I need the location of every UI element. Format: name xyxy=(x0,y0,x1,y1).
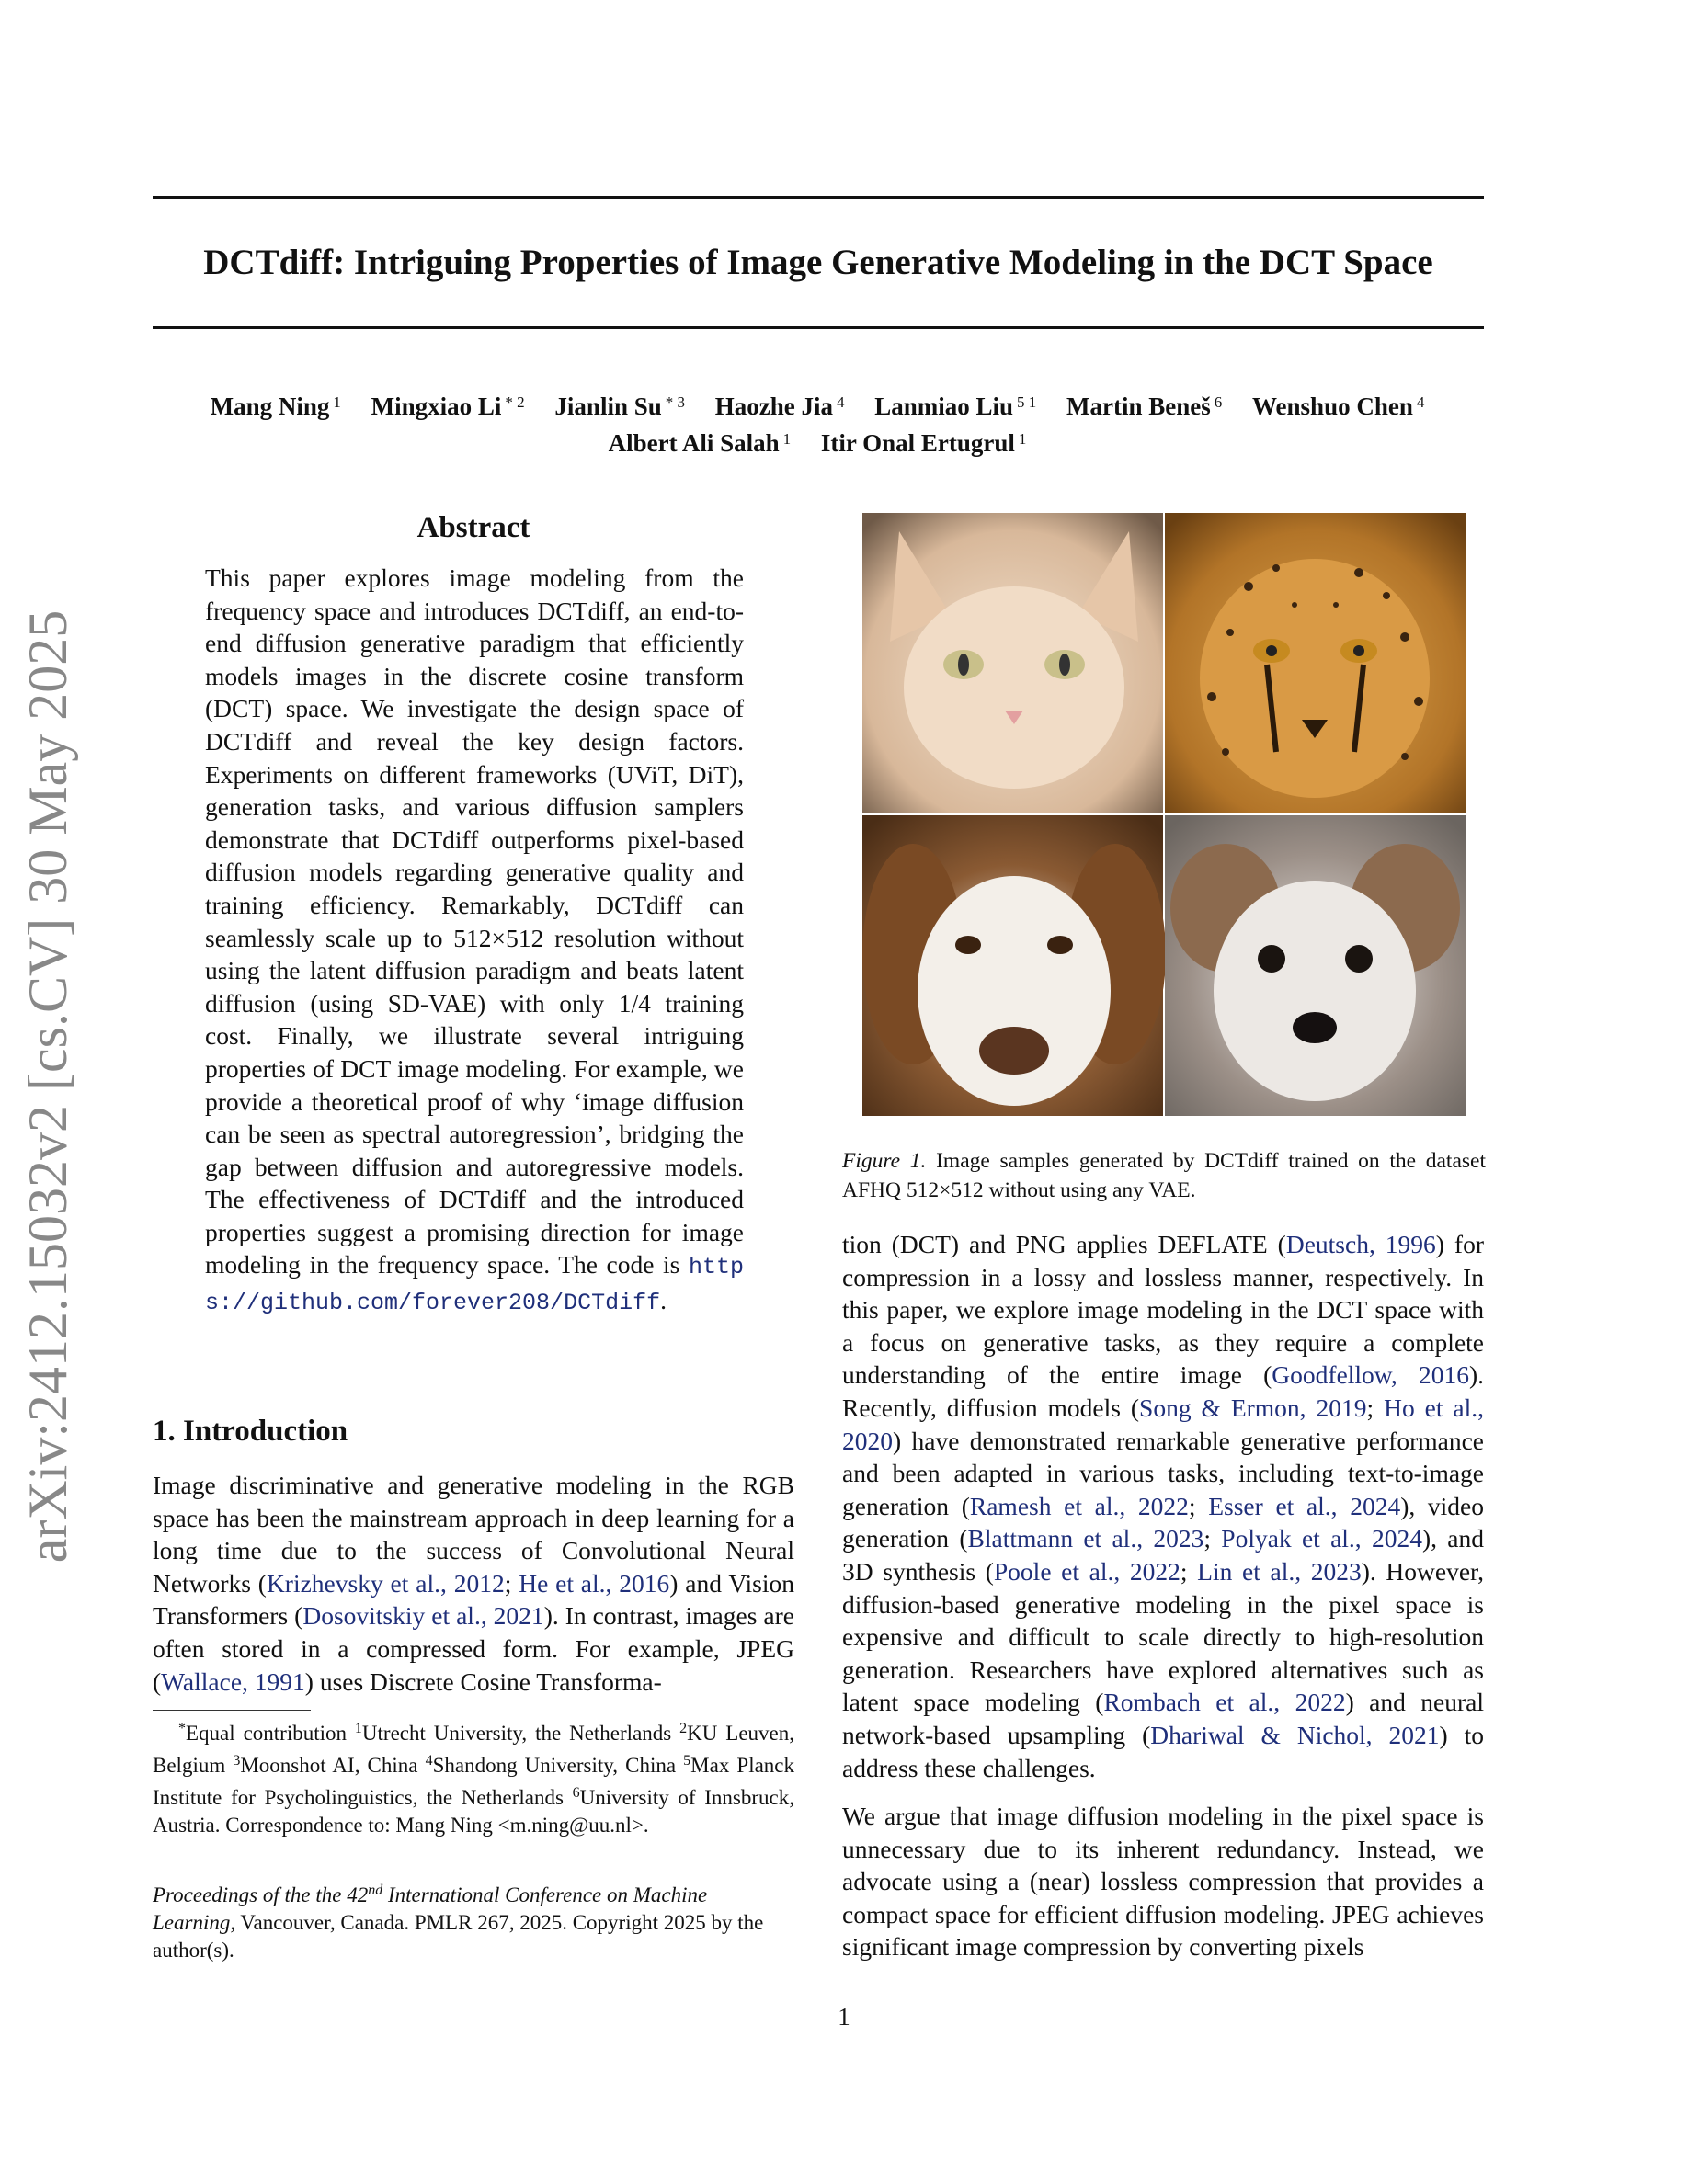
paragraph: We argue that image diffusion modeling in the pixel space is unnecessary due to its inherent redundancy. Instead, we advocate using a (near) lossless compression that provides a compact space for efficient diffusion modeling. JPEG achieves significant image compression by converting pixels xyxy=(842,1802,1484,1962)
citation-link[interactable]: Rombach et al., 2022 xyxy=(1103,1688,1346,1717)
citation-link[interactable]: Dhariwal & Nichol, 2021 xyxy=(1150,1720,1440,1749)
author: Haozhe Jia $^4$ xyxy=(714,392,845,420)
abstract-body: This paper explores image modeling from the frequency space and introduces DCTdiff, an end-to-end diffusion generative paradigm that efficiently models images in the discrete cosine transform (DCT) space. We investigate the design space of DCTdiff and reveal the key design factors. Experiments on different frameworks (UViT, DiT), generation tasks, and various diffusion samplers demonstrate that DCTdiff outperforms pixel-based diffusion models regarding generative quality and training efficiency. Remarkably, DCTdiff can seamlessly scale up to 512×512 resolution without using the latent diffusion paradigm and beats latent diffusion (using SD-VAE) with only 1/4 training cost. Finally, we illustrate several intriguing properties of DCT image modeling. For example, we provide a theoretical proof of why ‘image diffusion can be seen as spectral autoregression’, bridging the gap between diffusion and autoregressive models. The effectiveness of DCTdiff and the introduced properties suggest a promising direction for image modeling in the frequency space. The code is https://github.com/forever208/DCTdiff. xyxy=(205,563,744,1317)
abstract-heading: Abstract xyxy=(416,511,530,544)
right-column-text xyxy=(842,1228,1484,1963)
citation-link[interactable]: Poole et al., 2022 xyxy=(993,1556,1180,1586)
code-link[interactable]: https://github.com/forever208/DCTdiff xyxy=(205,1254,744,1317)
citation-link[interactable]: Dosovitskiy et al., 2021 xyxy=(302,1601,544,1631)
cat-image xyxy=(862,513,1163,813)
dog-image xyxy=(862,815,1166,1116)
top-rule xyxy=(153,196,1484,199)
author: Jianlin Su $^{* 3}$ xyxy=(554,392,685,420)
citation-link[interactable]: Polyak et al., 2024 xyxy=(1221,1524,1422,1553)
author-list xyxy=(153,386,1484,460)
footnote-rule xyxy=(153,1710,311,1711)
citation-link[interactable]: Esser et al., 2024 xyxy=(1208,1491,1401,1520)
paragraph: tion (DCT) and PNG applies DEFLATE (Deutsch, 1996) for compression in a lossy and lossless manner, respectively. In this paper, we explore image modeling in the DCT space with a focus on generative tasks, as they require a complete understanding of the entire image (Goodfellow, 2016). Recently, diffusion models (Song & Ermon, 2019; Ho et al., 2020) have demonstrated remarkable generative performance and been adapted in various tasks, including text-to-image generation (Ramesh et al., 2022; Esser et al., 2024), video generation (Blattmann et al., 2023; Polyak et al., 2024), and 3D synthesis (Poole et al., 2022; Lin et al., 2023). However, diffusion-based generative modeling in the pixel space is expensive and difficult to scale directly to high-resolution generation. Researchers have explored alternatives such as latent space modeling (Rombach et al., 2022) and neural network-based upsampling (Dhariwal & Nichol, 2021) to address these challenges. xyxy=(842,1230,1485,1782)
author: Wenshuo Chen $^4$ xyxy=(1252,392,1425,420)
author: Martin Beneš $^6$ xyxy=(1066,392,1223,420)
cheetah-image xyxy=(1165,513,1466,813)
citation-link[interactable]: Ho et al., 2020 xyxy=(842,1393,1484,1455)
author: Albert Ali Salah $^1$ xyxy=(608,429,792,457)
puppy-image xyxy=(1165,815,1466,1116)
figure-label: Figure 1. xyxy=(842,1149,927,1173)
citation-link[interactable]: Lin et al., 2023 xyxy=(1197,1556,1362,1586)
figure-1-image-grid xyxy=(862,513,1466,1116)
author: Lanmiao Liu $^{5 1}$ xyxy=(874,392,1037,420)
citation-link[interactable]: Wallace, 1991 xyxy=(161,1666,305,1696)
citation-link[interactable]: Blattmann et al., 2023 xyxy=(967,1524,1204,1553)
author: Mingxiao Li $^{* 2}$ xyxy=(371,392,525,420)
citation-link[interactable]: Krizhevsky et al., 2012 xyxy=(266,1568,505,1598)
citation-link[interactable]: He et al., 2016 xyxy=(519,1568,670,1598)
section-heading-introduction: 1. Introduction xyxy=(153,1415,348,1448)
proceedings-note: Proceedings of the the 42nd International Conference on Machine Learning, Vancouver, Canada. PMLR 267, 2025. Copyright 2025 by the author(s). xyxy=(153,1883,764,1962)
author: Itir Onal Ertugrul $^1$ xyxy=(820,429,1027,457)
page-number: 1 xyxy=(838,2003,850,2030)
citation-link[interactable]: Deutsch, 1996 xyxy=(1285,1230,1436,1258)
author: Mang Ning $^1$ xyxy=(210,392,341,420)
introduction-paragraph: Image discriminative and generative modeling in the RGB space has been the mainstream approach in deep learning for a long time due to the success of Convolutional Neural Networks (Krizhevsky et al., 2012; He et al., 2016) and Vision Transformers (Dosovitskiy et al., 2021). In contrast, images are often stored in a compressed form. For example, JPEG (Wallace, 1991) uses Discrete Cosine Transforma- xyxy=(153,1471,795,1696)
citation-link[interactable]: Song & Ermon, 2019 xyxy=(1139,1393,1367,1422)
title-bottom-rule xyxy=(153,326,1484,329)
figure-1-caption: Figure 1. Image samples generated by DCTdiff trained on the dataset AFHQ 512×512 without using any VAE. xyxy=(842,1149,1486,1202)
citation-link[interactable]: Goodfellow, 2016 xyxy=(1272,1360,1469,1390)
abstract-text: This paper explores image modeling from the frequency space and introduces DCTdiff, an end-to-end diffusion generative paradigm that efficiently models images in the discrete cosine transform (DCT) space. We investigate the design space of DCTdiff and reveal the key design factors. Experiments on different frameworks (UViT, DiT), generation tasks, and various diffusion samplers demonstrate that DCTdiff outperforms pixel-based diffusion models regarding generative quality and training efficiency. Remarkably, DCTdiff can seamlessly scale up to 512×512 resolution without using the latent diffusion paradigm and beats latent diffusion (using SD-VAE) with only 1/4 training cost. Finally, we illustrate several intriguing properties of DCT image modeling. For example, we provide a theoretical proof of why ‘image diffusion can be seen as spectral autoregression’, bridging the gap between diffusion and autoregressive models. The effectiveness of DCTdiff and the introduced properties suggest a promising direction for image modeling in the frequency space. The code is xyxy=(205,563,744,1280)
citation-link[interactable]: Ramesh et al., 2022 xyxy=(969,1491,1189,1520)
arxiv-stamp: arXiv:2412.15032v2 [cs.CV] 30 May 2025 xyxy=(17,609,78,1564)
affiliation-footnote: *Equal contribution $^1$Utrecht University, the Netherlands $^2$KU Leuven, Belgium $^3$Moonshot AI, China $^4$Shandong University, China $^5$Max Planck Institute for Psycholinguistics, the Netherlands $^6$University of Innsbruck, Austria. Correspondence to: Mang Ning <m.ning@uu.nl>. xyxy=(153,1721,795,1837)
paper-title: DCTdiff: Intriguing Properties of Image Generative Modeling in the DCT Space xyxy=(203,243,1433,282)
